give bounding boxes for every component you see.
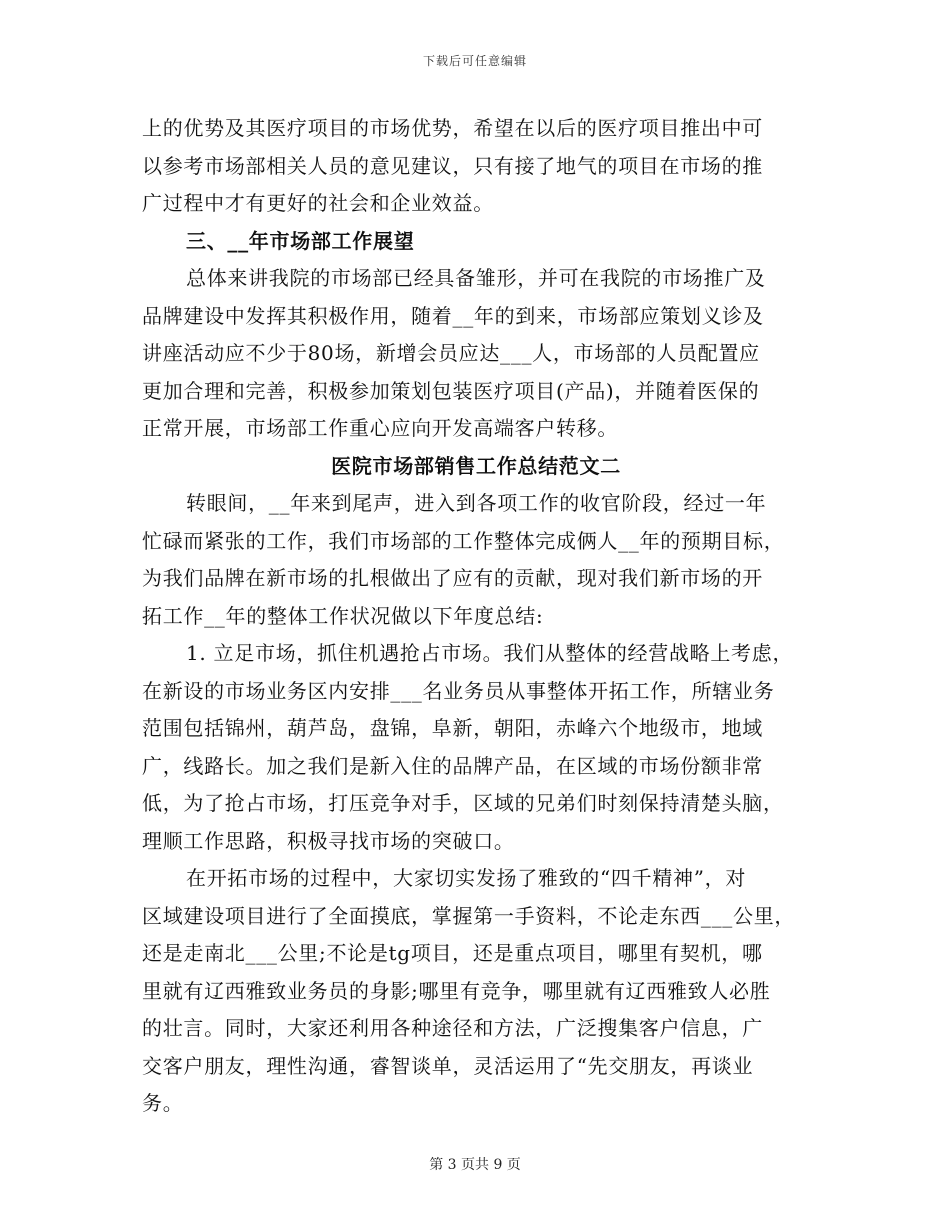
body-line: 为我们品牌在新市场的扎根做出了应有的贡献，现对我们新市场的开 — [142, 566, 763, 590]
page-footer: 第 3 页共 9 页 — [429, 1157, 521, 1173]
body-line: 忙碌而紧张的工作，我们市场部的工作整体完成俩人__年的预期目标， — [142, 528, 785, 553]
article-title: 医院市场部销售工作总结范文二 — [331, 453, 621, 478]
body-line: 总体来讲我院的市场部已经具备雏形，并可在我院的市场推广及 — [186, 266, 766, 290]
body-line: 低，为了抢占市场，打压竞争对手，区域的兄弟们时刻保持清楚头脑， — [142, 791, 784, 815]
body-line: 更加合理和完善，积极参加策划包装医疗项目(产品)，并随着医保的 — [142, 378, 760, 403]
page-header: 下载后可任意编辑 — [422, 54, 527, 68]
body-line: 拓工作__年的整体工作状况做以下年度总结: — [142, 603, 544, 628]
body-line: 区域建设项目进行了全面摸底，掌握第一手资料，不论走东西___公里， — [142, 903, 796, 928]
body-line: 广过程中才有更好的社会和企业效益。 — [142, 191, 494, 215]
body-line: 上的优势及其医疗项目的市场优势，希望在以后的医疗项目推出中可 — [142, 116, 763, 140]
document-body — [142, 110, 810, 1123]
body-line: 里就有辽西雅致业务员的身影;哪里有竞争，哪里就有辽西雅致人必胜 — [142, 978, 771, 1003]
section-heading: 三、__年市场部工作展望 — [186, 228, 415, 253]
body-line: 品牌建设中发挥其积极作用，随着__年的到来，市场部应策划义诊及 — [142, 303, 764, 328]
body-line: 正常开展，市场部工作重心应向开发高端客户转移。 — [142, 416, 619, 440]
body-line: 的壮言。同时，大家还利用各种途径和方法，广泛搜集客户信息，广 — [142, 1016, 763, 1040]
body-line: 在新设的市场业务区内安排___名业务员从事整体开拓工作，所辖业务 — [142, 678, 775, 703]
body-line: 理顺工作思路，积极寻找市场的突破口。 — [142, 828, 515, 853]
body-line: 务。 — [142, 1091, 184, 1115]
body-line: 1. 立足市场，抓住机遇抢占市场。我们从整体的经营战略上考虑， — [186, 641, 794, 665]
body-line: 范围包括锦州，葫芦岛，盘锦，阜新，朝阳，赤峰六个地级市，地域 — [142, 716, 763, 740]
body-line: 在开拓市场的过程中，大家切实发扬了雅致的“四千精神”，对 — [186, 866, 747, 890]
body-line: 交客户朋友，理性沟通，睿智谈单，灵活运用了“先交朋友，再谈业 — [142, 1053, 754, 1078]
body-line: 讲座活动应不少于80场，新增会员应达___人，市场部的人员配置应 — [142, 341, 760, 365]
body-line: 还是走南北___公里;不论是tg项目，还是重点项目，哪里有契机，哪 — [142, 941, 763, 965]
body-line: 以参考市场部相关人员的意见建议，只有接了地气的项目在市场的推 — [142, 153, 763, 178]
body-line: 转眼间，__年来到尾声，进入到各项工作的收官阶段，经过一年 — [186, 491, 767, 515]
body-line: 广，线路长。加之我们是新入住的品牌产品，在区域的市场份额非常 — [142, 753, 763, 778]
